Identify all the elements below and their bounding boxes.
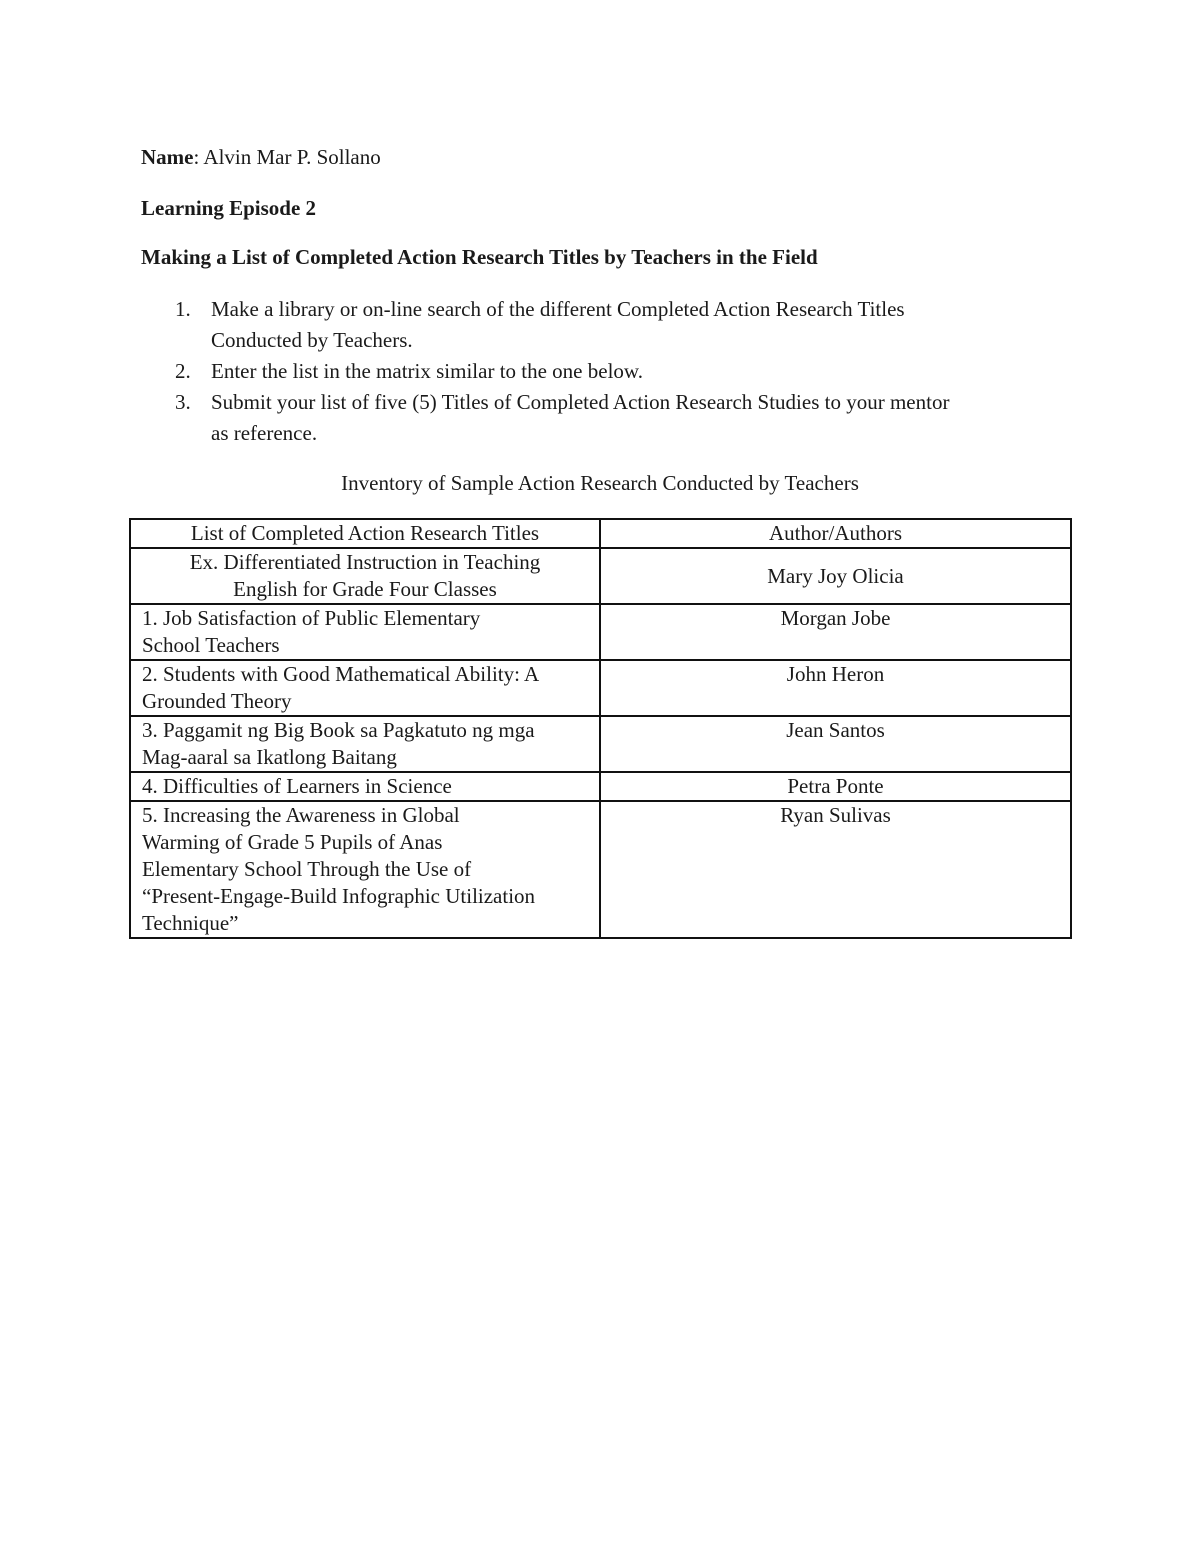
- name-label: Name: [141, 145, 194, 169]
- instruction-text-cont: Conducted by Teachers.: [211, 328, 413, 352]
- research-matrix-table: [129, 518, 1072, 939]
- title-line: Mag-aaral sa Ikatlong Baitang: [142, 745, 397, 769]
- episode-heading: Learning Episode 2: [141, 196, 317, 220]
- name-line: [141, 144, 381, 170]
- activity-title: Making a List of Completed Action Research Titles by Teachers in the Field: [141, 245, 818, 269]
- instruction-number: 3.: [175, 390, 191, 414]
- header-titles: List of Completed Action Research Titles: [130, 519, 600, 548]
- author-cell: Jean Santos: [600, 716, 1071, 772]
- table-row: [130, 604, 1071, 660]
- title-line: 4. Difficulties of Learners in Science: [142, 774, 452, 798]
- instruction-text: Submit your list of five (5) Titles of Completed Action Research Studies to your mentor: [211, 390, 950, 414]
- table-row: [130, 660, 1071, 716]
- table-row: [130, 772, 1071, 801]
- title-line: Technique”: [142, 911, 239, 935]
- instruction-item: [141, 387, 1061, 449]
- example-title-line: Ex. Differentiated Instruction in Teaching: [189, 550, 541, 574]
- instruction-text-cont: as reference.: [211, 421, 318, 445]
- instruction-text: Enter the list in the matrix similar to the one below.: [211, 359, 643, 383]
- table-header-row: [130, 519, 1071, 548]
- example-author-cell: Mary Joy Olicia: [600, 548, 1071, 604]
- author-cell: John Heron: [600, 660, 1071, 716]
- author-cell: Petra Ponte: [600, 772, 1071, 801]
- name-value: : Alvin Mar P. Sollano: [193, 145, 381, 169]
- table-row: [130, 716, 1071, 772]
- instruction-number: 1.: [175, 297, 191, 321]
- title-line: Grounded Theory: [142, 689, 292, 713]
- author-cell: Morgan Jobe: [600, 604, 1071, 660]
- example-title-cell: [130, 548, 600, 604]
- title-line: School Teachers: [142, 633, 280, 657]
- title-line: 3. Paggamit ng Big Book sa Pagkatuto ng mga: [142, 718, 535, 742]
- title-cell: [130, 772, 600, 801]
- title-line: Warming of Grade 5 Pupils of Anas: [142, 830, 443, 854]
- header-authors: Author/Authors: [600, 519, 1071, 548]
- instructions-list: [141, 294, 1061, 449]
- title-line: 5. Increasing the Awareness in Global: [142, 803, 460, 827]
- title-line: 1. Job Satisfaction of Public Elementary: [142, 606, 481, 630]
- instruction-number: 2.: [175, 359, 191, 383]
- title-cell: [130, 716, 600, 772]
- title-line: Elementary School Through the Use of: [142, 857, 472, 881]
- table-caption: Inventory of Sample Action Research Conducted by Teachers: [341, 471, 859, 495]
- table-row-example: [130, 548, 1071, 604]
- title-cell: [130, 801, 600, 938]
- title-cell: [130, 660, 600, 716]
- example-title-line: English for Grade Four Classes: [233, 577, 497, 601]
- instruction-item: [141, 356, 1061, 387]
- instruction-text: Make a library or on-line search of the different Completed Action Research Titles: [211, 297, 905, 321]
- instruction-item: [141, 294, 1061, 356]
- title-line: 2. Students with Good Mathematical Ability: A: [142, 662, 540, 686]
- table-row: [130, 801, 1071, 938]
- title-line: “Present-Engage-Build Infographic Utilization: [142, 884, 536, 908]
- title-cell: [130, 604, 600, 660]
- author-cell: Ryan Sulivas: [600, 801, 1071, 938]
